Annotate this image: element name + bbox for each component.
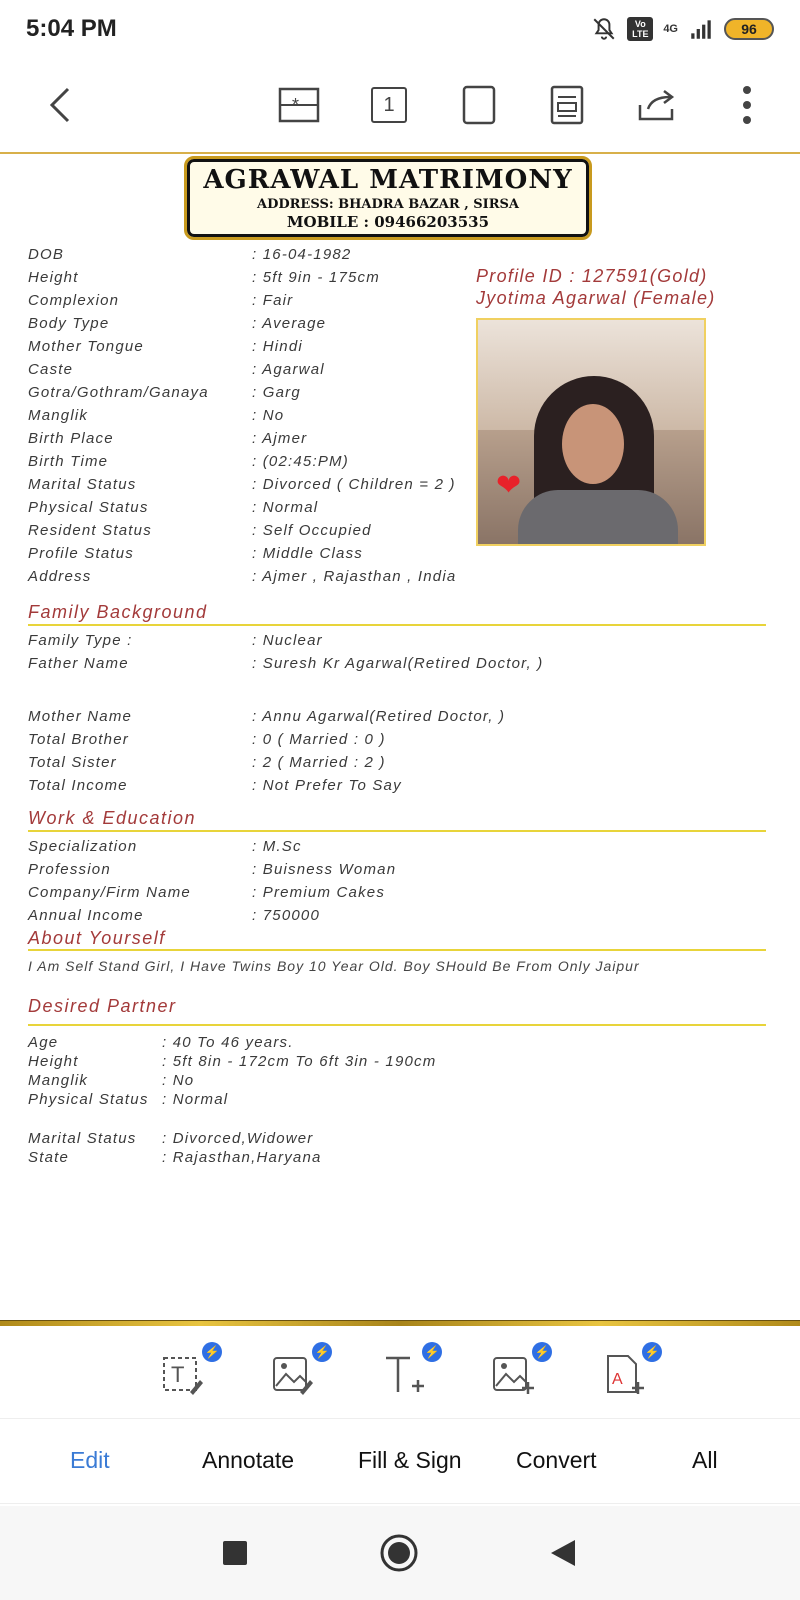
more-options-button[interactable] [722,80,772,130]
share-icon [636,87,678,123]
pdf-page[interactable] [0,154,800,1324]
square-icon [222,1540,248,1566]
field-value: : 16-04-1982 [252,246,352,263]
field-value: : Average [252,315,327,332]
signal-icon [688,16,714,42]
about-section-title: About Yourself [28,928,166,948]
field-value: : Garg [252,384,301,401]
edit-image-button[interactable] [270,1345,330,1398]
field-label: Mother Tongue [28,338,144,355]
add-image-icon [490,1352,536,1398]
back-button[interactable] [36,80,86,130]
field-value: : Agarwal [252,361,325,378]
field-value: : Premium Cakes [252,884,386,901]
field-label: Profile Status [28,545,135,562]
chevron-left-icon [46,85,76,125]
partner-section-title: Desired Partner [28,996,177,1016]
more-vertical-icon [742,85,752,125]
field-label: Mother Name [28,708,133,725]
field-value: : No [252,407,285,424]
add-text-icon [380,1352,426,1398]
edit-tools-row [0,1332,800,1416]
field-label: Address [28,568,92,585]
premium-bolt-icon: ⚡ [312,1342,332,1362]
network-type: 4G [663,23,678,35]
field-value: : 2 ( Married : 2 ) [252,754,386,771]
premium-bolt-icon: ⚡ [422,1342,442,1362]
page-border [0,1320,800,1326]
battery-icon [724,18,774,40]
pdf-toolbar [0,60,800,150]
field-value: : 5ft 8in - 172cm To 6ft 3in - 190cm [162,1053,437,1070]
field-value: : Buisness Woman [252,861,397,878]
field-value: : 0 ( Married : 0 ) [252,731,386,748]
edit-text-box-icon [160,1352,206,1398]
field-label: Profession [28,861,111,878]
circle-icon [379,1533,419,1573]
field-label: Total Income [28,777,128,794]
profile-id: Profile ID : 127591(Gold) [476,266,708,286]
page-layout-icon [550,85,584,125]
svg-text:A: A [612,1371,623,1388]
field-label: Manglik [28,1072,89,1089]
tab-fill-sign[interactable]: Fill & Sign [358,1447,462,1473]
volte-icon: Vo LTE [627,17,653,41]
field-label: Specialization [28,838,138,855]
field-value: : Normal [252,499,319,516]
tab-all[interactable]: All [692,1447,718,1473]
field-label: Body Type [28,315,110,332]
share-button[interactable] [632,80,682,130]
field-label: Age [28,1034,59,1051]
svg-text:*: * [292,95,300,115]
section-divider [28,830,766,832]
tab-convert[interactable]: Convert [516,1447,597,1473]
field-label: State [28,1149,70,1166]
logo-title: AGRAWAL MATRIMONY [203,165,573,195]
premium-bolt-icon: ⚡ [202,1342,222,1362]
edit-text-box-button[interactable] [160,1345,220,1398]
field-value: : Divorced ( Children = 2 ) [252,476,456,493]
field-value: : Rajasthan,Haryana [162,1149,322,1166]
field-label: Family Type : [28,632,133,649]
field-value: : Not Prefer To Say [252,777,402,794]
field-label: Physical Status [28,499,149,516]
matrimony-logo [184,156,592,240]
add-text-button[interactable] [380,1345,440,1398]
triangle-back-icon [549,1538,577,1568]
field-value: : 750000 [252,907,320,924]
section-divider [28,1024,766,1026]
field-label: Birth Time [28,453,109,470]
field-label: Total Brother [28,731,129,748]
field-label: Company/Firm Name [28,884,191,901]
tab-annotate[interactable]: Annotate [202,1447,295,1473]
view-mode-button[interactable] [542,80,592,130]
svg-text:T: T [171,1362,185,1387]
recents-button[interactable] [212,1530,258,1576]
section-divider [28,624,766,626]
logo-mobile: MOBILE : 09466203535 [286,213,490,231]
family-section-title: Family Background [28,602,208,622]
field-value: : 40 To 46 years. [162,1034,294,1051]
field-value: : Fair [252,292,294,309]
field-label: Annual Income [28,907,144,924]
tab-edit[interactable]: Edit [70,1447,110,1473]
field-value: : Hindi [252,338,303,355]
work-section-title: Work & Education [28,808,197,828]
slideshow-button[interactable] [274,80,324,130]
field-label: Resident Status [28,522,152,539]
bottom-tabs [0,1418,800,1504]
field-label: Birth Place [28,430,114,447]
field-value: : Nuclear [252,632,323,649]
field-label: Caste [28,361,74,378]
field-label: Height [28,1053,79,1070]
home-button[interactable] [376,1530,422,1576]
slideshow-icon [278,87,320,123]
add-image-button[interactable] [490,1345,550,1398]
field-label: Marital Status [28,1130,137,1147]
mute-bell-icon [591,16,617,42]
system-nav-bar [0,1506,800,1600]
fullscreen-icon [462,85,496,125]
field-value: : Annu Agarwal(Retired Doctor, ) [252,708,506,725]
premium-bolt-icon: ⚡ [532,1342,552,1362]
field-value: : Divorced,Widower [162,1130,314,1147]
field-label: Physical Status [28,1091,149,1108]
page-number: 1 [371,87,407,123]
field-value: : M.Sc [252,838,302,855]
field-label: Total Sister [28,754,117,771]
field-label: Complexion [28,292,120,309]
field-label: Gotra/Gothram/Ganaya [28,384,209,401]
field-value: : No [162,1072,195,1089]
edit-image-icon [270,1352,316,1398]
about-text: I Am Self Stand Girl, I Have Twins Boy 10 Year Old. Boy SHould Be From Only Jaipur [28,958,640,974]
premium-bolt-icon: ⚡ [642,1342,662,1362]
field-value: : Normal [162,1091,229,1108]
watermark-button[interactable] [600,1345,660,1398]
field-value: : 5ft 9in - 175cm [252,269,380,286]
status-time: 5:04 PM [26,15,117,42]
field-value: : (02:45:PM) [252,453,349,470]
section-divider [28,949,766,951]
field-label: Height [28,269,79,286]
field-label: Father Name [28,655,129,672]
fullscreen-button[interactable] [454,80,504,130]
page-number-button[interactable] [364,80,414,130]
field-label: Marital Status [28,476,137,493]
field-value: : Self Occupied [252,522,372,539]
field-value: : Ajmer [252,430,308,447]
battery-level: 96 [741,21,757,37]
field-value: : Suresh Kr Agarwal(Retired Doctor, ) [252,655,544,672]
watermark-icon [600,1352,646,1398]
logo-address: ADDRESS: BHADRA BAZAR , SIRSA [257,197,519,212]
profile-name: Jyotima Agarwal (Female) [476,288,716,308]
field-value: : Middle Class [252,545,363,562]
status-bar [0,0,800,58]
field-label: DOB [28,246,65,263]
field-value: : Ajmer , Rajasthan , India [252,568,457,585]
heart-icon: ❤ [496,469,522,502]
profile-photo [476,318,706,546]
status-icons [591,16,774,42]
back-nav-button[interactable] [540,1530,586,1576]
field-label: Manglik [28,407,89,424]
